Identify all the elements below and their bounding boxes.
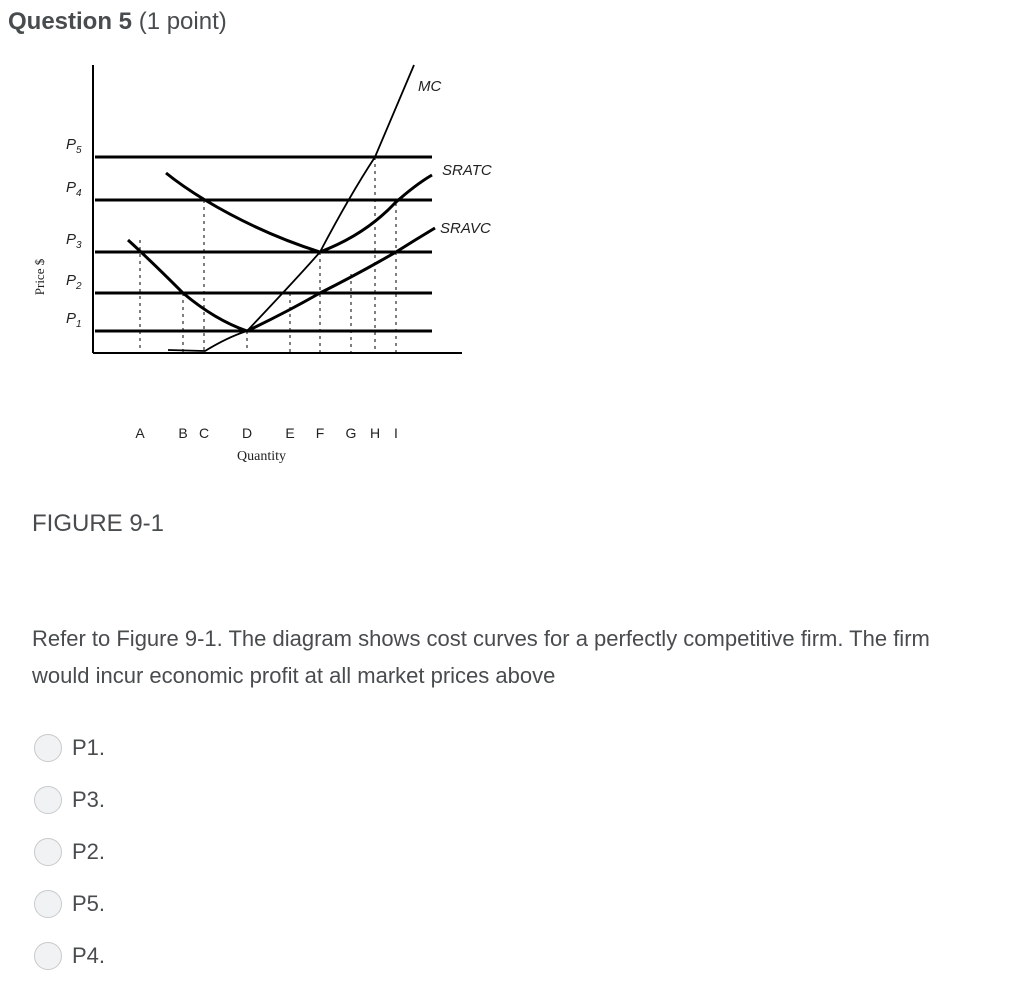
option-p3[interactable] xyxy=(34,774,105,826)
price-label-p4: $P_4$ xyxy=(66,179,82,199)
radio-button[interactable] xyxy=(34,734,62,762)
x-tick-g: G xyxy=(345,425,357,441)
option-label: P5. xyxy=(72,891,106,916)
answer-options xyxy=(34,722,105,982)
option-p2[interactable] xyxy=(34,826,105,878)
question-prompt: Refer to Figure 9-1. The diagram shows cost curves for a perfectly competitive firm. The firm would incur economic profit at all market prices above xyxy=(32,626,930,688)
figure-caption: FIGURE 9-1 xyxy=(32,510,165,537)
radio-button[interactable] xyxy=(34,786,62,814)
radio-button[interactable] xyxy=(34,890,62,918)
price-label-p1: $P_1$ xyxy=(66,310,82,330)
x-axis-title: Quantity xyxy=(237,449,286,464)
question-title: Question 5 xyxy=(8,8,133,35)
price-label-p2: $P_2$ xyxy=(66,272,82,292)
price-label-p5: $P_5$ xyxy=(66,136,82,156)
x-tick-f: F xyxy=(315,425,325,441)
x-tick-d: D xyxy=(241,425,253,441)
x-tick-e: E xyxy=(285,425,295,441)
radio-button[interactable] xyxy=(34,942,62,970)
y-axis-title: Price $ xyxy=(32,258,47,296)
sratc-label: SRATC xyxy=(442,162,492,179)
question-points: (1 point) xyxy=(138,8,227,35)
option-label: P2. xyxy=(72,839,106,864)
price-label-p3: $P_3$ xyxy=(66,231,82,251)
option-p5[interactable] xyxy=(34,878,105,930)
x-tick-h: H xyxy=(369,425,381,441)
sravc-label: SRAVC xyxy=(440,220,491,237)
mc-label: MC xyxy=(418,78,442,95)
option-label: P1. xyxy=(72,735,106,760)
option-p1[interactable] xyxy=(34,722,105,774)
x-tick-c: C xyxy=(198,425,210,441)
option-label: P3. xyxy=(72,787,106,812)
option-p4[interactable] xyxy=(34,930,105,982)
sravc-curve xyxy=(128,228,435,331)
x-tick-i: I xyxy=(394,425,398,441)
x-tick-b: B xyxy=(178,425,188,441)
cost-curves-chart xyxy=(0,55,520,475)
x-tick-a: A xyxy=(135,425,145,441)
sratc-curve xyxy=(166,173,432,252)
radio-button[interactable] xyxy=(34,838,62,866)
question-header xyxy=(8,8,227,36)
option-label: P4. xyxy=(72,943,106,968)
